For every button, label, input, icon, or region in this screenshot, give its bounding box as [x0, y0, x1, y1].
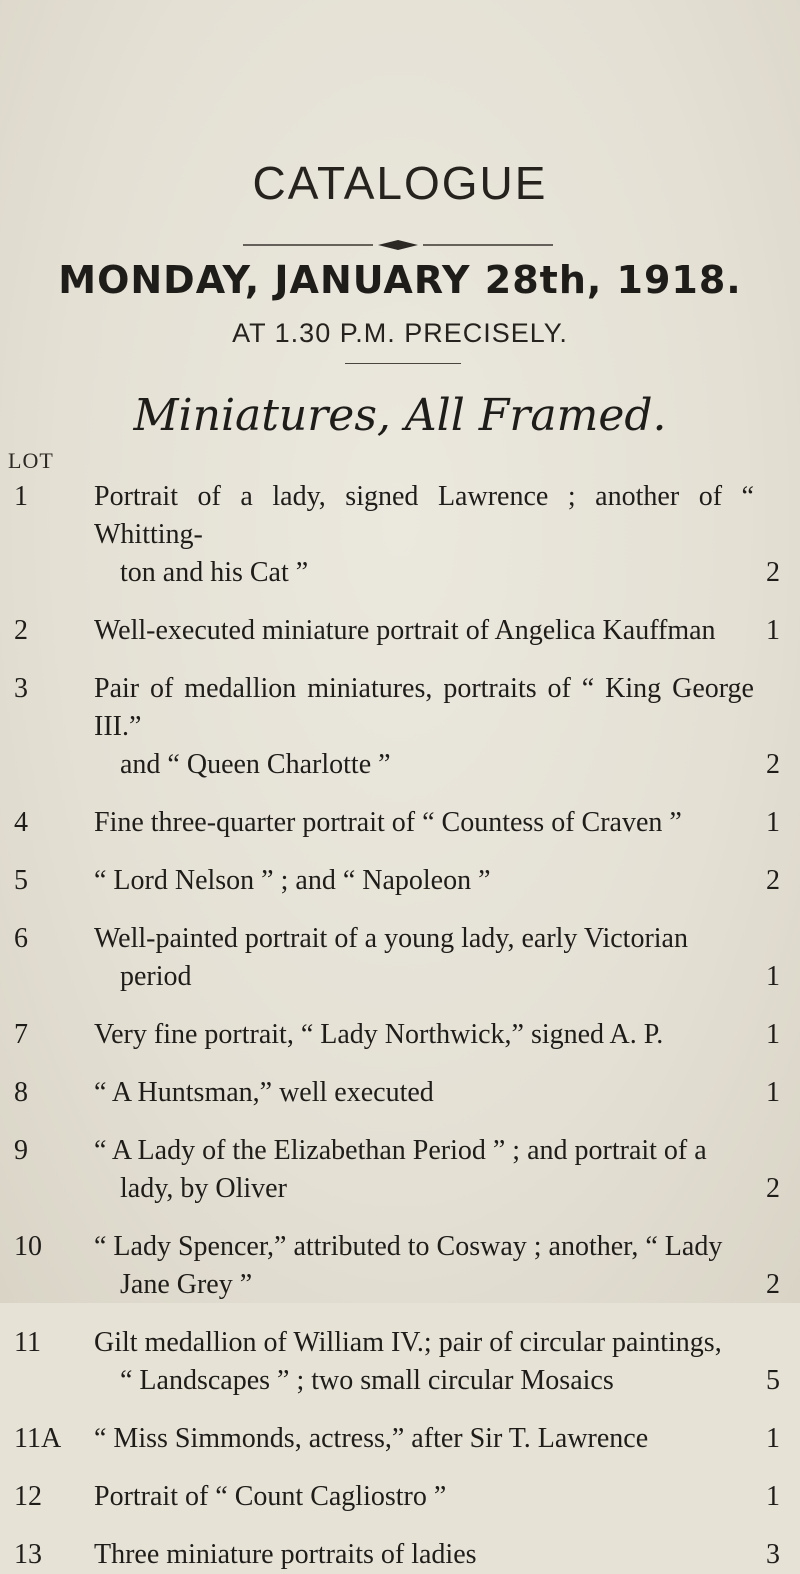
- lot-description: [94, 920, 754, 996]
- lot-entry: [0, 1228, 800, 1304]
- lot-entry: [0, 1420, 800, 1458]
- lot-description: [94, 1228, 754, 1304]
- lot-description-line: ton and his Cat ”: [120, 557, 309, 588]
- lot-description: [94, 1074, 754, 1112]
- lot-number: 3: [14, 673, 28, 704]
- sale-time: AT 1.30 P.M. PRECISELY.: [232, 318, 568, 348]
- lot-entry: [0, 478, 800, 592]
- lot-quantity: 5: [766, 1365, 780, 1396]
- lot-number: 1: [14, 481, 28, 512]
- lot-number: 8: [14, 1077, 28, 1108]
- lot-description: [94, 670, 754, 784]
- lot-description: [94, 612, 754, 650]
- section-title: Miniatures, All Framed.: [133, 390, 667, 441]
- lot-entry: [0, 862, 800, 900]
- lot-quantity: 1: [766, 615, 780, 646]
- lot-entry: [0, 804, 800, 842]
- lot-description-line: Three miniature portraits of ladies: [94, 1539, 477, 1570]
- lot-entry: [0, 1324, 800, 1400]
- lot-description-line: Pair of medallion miniatures, portraits of “ King George III.”: [94, 673, 754, 742]
- lot-entry: [0, 1536, 800, 1574]
- lot-quantity: 2: [766, 865, 780, 896]
- lot-description: [94, 1420, 754, 1458]
- lot-quantity: 3: [766, 1539, 780, 1570]
- lot-description: [94, 804, 754, 842]
- lot-description: [94, 862, 754, 900]
- sale-date: MONDAY, JANUARY 28th, 1918.: [58, 258, 742, 302]
- lot-number: 7: [14, 1019, 28, 1050]
- lot-description-line: “ Landscapes ” ; two small circular Mosaics: [120, 1365, 614, 1396]
- lot-number: 10: [14, 1231, 42, 1262]
- lot-number: 9: [14, 1135, 28, 1166]
- lot-quantity: 1: [766, 1423, 780, 1454]
- lot-entry: [0, 1132, 800, 1208]
- lot-number: 5: [14, 865, 28, 896]
- lot-description-line: “ A Lady of the Elizabethan Period ” ; and portrait of a: [94, 1135, 707, 1166]
- lot-number: 11A: [14, 1423, 62, 1454]
- lot-quantity: 1: [766, 807, 780, 838]
- lot-entry: [0, 1074, 800, 1112]
- catalogue-heading: CATALOGUE: [252, 157, 548, 209]
- lot-description-line: Jane Grey ”: [120, 1269, 253, 1300]
- lot-number: 2: [14, 615, 28, 646]
- lot-description-line: lady, by Oliver: [120, 1173, 287, 1204]
- lot-description: [94, 478, 754, 592]
- lot-column-header: LOT: [8, 448, 54, 473]
- lot-description-line: Very fine portrait, “ Lady Northwick,” signed A. P.: [94, 1019, 664, 1050]
- lot-quantity: 1: [766, 1481, 780, 1512]
- lot-number: 11: [14, 1327, 41, 1358]
- lot-quantity: 1: [766, 1077, 780, 1108]
- lot-entry: [0, 1016, 800, 1054]
- lot-description: [94, 1536, 754, 1574]
- lot-description-line: Gilt medallion of William IV.; pair of circular paintings,: [94, 1327, 722, 1358]
- lot-quantity: 2: [766, 557, 780, 588]
- lot-entry: [0, 612, 800, 650]
- lot-entry: [0, 920, 800, 996]
- lot-number: 12: [14, 1481, 42, 1512]
- ornament-divider: [243, 239, 553, 251]
- lot-description: [94, 1324, 754, 1400]
- lot-quantity: 2: [766, 749, 780, 780]
- lot-number: 4: [14, 807, 28, 838]
- lot-quantity: 1: [766, 961, 780, 992]
- lot-list: [0, 478, 800, 1574]
- lot-description: [94, 1478, 754, 1516]
- lot-description-line: “ Lady Spencer,” attributed to Cosway ; another, “ Lady: [94, 1231, 723, 1262]
- lot-description-line: Well-executed miniature portrait of Angelica Kauffman: [94, 615, 716, 646]
- lot-quantity: 2: [766, 1269, 780, 1300]
- lot-description: [94, 1132, 754, 1208]
- lot-description-line: Well-painted portrait of a young lady, early Victorian: [94, 923, 688, 954]
- lot-description: [94, 1016, 754, 1054]
- lot-description-line: “ Miss Simmonds, actress,” after Sir T. Lawrence: [94, 1423, 649, 1454]
- lot-quantity: 1: [766, 1019, 780, 1050]
- lot-description-line: “ Lord Nelson ” ; and “ Napoleon ”: [94, 865, 491, 896]
- section-rule: [345, 363, 461, 364]
- lot-description-line: Fine three-quarter portrait of “ Countess of Craven ”: [94, 807, 682, 838]
- lot-entry: [0, 670, 800, 784]
- lot-number: 6: [14, 923, 28, 954]
- lot-number: 13: [14, 1539, 42, 1570]
- lot-entry: [0, 1478, 800, 1516]
- lot-description-line: Portrait of a lady, signed Lawrence ; another of “ Whitting-: [94, 481, 754, 550]
- lot-description-line: and “ Queen Charlotte ”: [120, 749, 391, 780]
- lot-description-line: period: [120, 961, 192, 992]
- lot-quantity: 2: [766, 1173, 780, 1204]
- lot-description-line: Portrait of “ Count Cagliostro ”: [94, 1481, 447, 1512]
- lot-description-line: “ A Huntsman,” well executed: [94, 1077, 434, 1108]
